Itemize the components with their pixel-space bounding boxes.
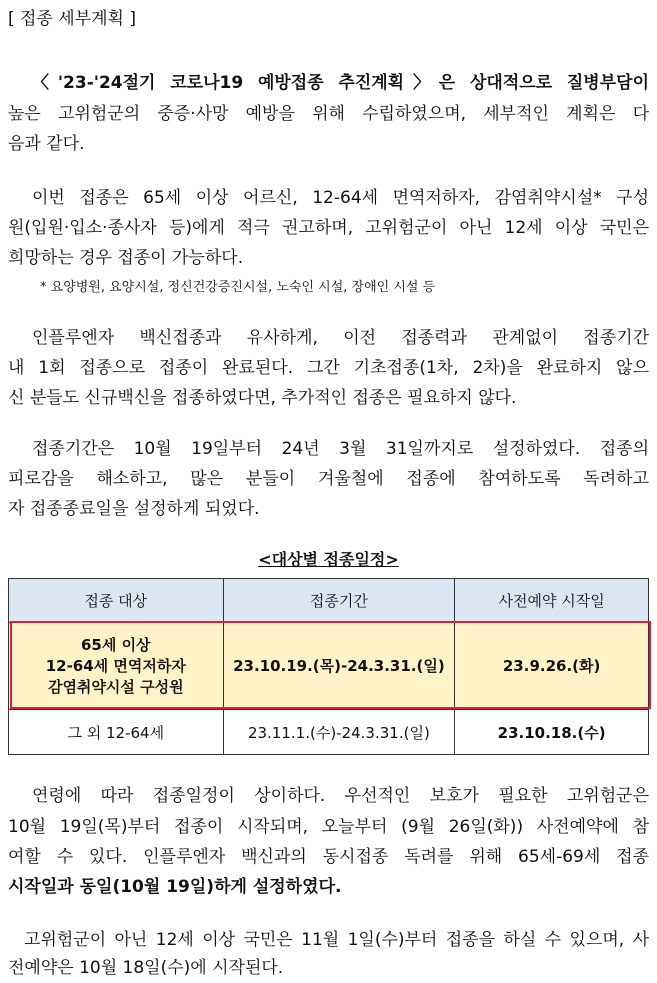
text-line: 연령에 따라 접종일정이 상이하다. 우선적인 보호가 필요한 고위험군은 (32, 786, 649, 806)
text-line: 〈'23-'24절기 코로나19 예방접종 추진계획〉은 상대적으로 질병부담이 (32, 73, 649, 93)
target-cell: 그 외 12-64세 (9, 710, 224, 755)
text-line: 신 분들도 신규백신을 접종하였다면, 추가적인 접종은 필요하지 않다. (8, 388, 517, 408)
table-row-other (9, 710, 649, 755)
period-cell: 23.11.1.(수)-24.3.31.(일) (223, 710, 455, 755)
column-header: 접종기간 (223, 579, 455, 623)
target-line: 12-64세 면역저하자 (45, 656, 186, 675)
table-header-row (9, 579, 649, 623)
text-line: 고위험군이 아닌 12세 이상 국민은 11월 1일(수)부터 접종을 하실 수 있으며, 사 (24, 930, 649, 950)
text-line: 시작일과 동일(10월 19일)하게 설정하였다. (8, 877, 342, 897)
text-line: 여할 수 있다. 인플루엔자 백신과의 동시접종 독려를 위해 65세-69세 접종 (8, 847, 649, 867)
text-line: 음과 같다. (8, 134, 85, 154)
text-line: 높은 고위험군의 중증·사망 예방을 위해 수립하였으며, 세부적인 계획은 다 (8, 104, 649, 124)
text-line: 접종기간은 10월 19일부터 24년 3월 31일까지로 설정하였다. 접종의 (32, 439, 649, 459)
text-line: 10월 19일(목)부터 접종이 시작되며, 오늘부터 (9월 26일(화)) 사전예약에 참 (8, 817, 649, 837)
section-heading: [ 접종 세부계획 ] (8, 9, 137, 29)
text-line: 내 1회 접종으로 접종이 완료된다. 그간 기초접종(1차, 2차)을 완료하지 않으 (8, 358, 649, 378)
column-header: 사전예약 시작일 (455, 579, 649, 623)
target-line: 65세 이상 (80, 635, 151, 654)
column-header: 접종 대상 (9, 579, 224, 623)
footnote: * 요양병원, 요양시설, 정신건강증진시설, 노숙인 시설, 장애인 시설 등 (40, 280, 436, 295)
text-line: 인플루엔자 백신접종과 유사하게, 이전 접종력과 관계없이 접종기간 (32, 328, 649, 348)
target-line: 감염취약시설 구성원 (47, 677, 184, 696)
reservation-cell: 23.9.26.(화) (455, 623, 649, 710)
text-line: 원(입원·입소·종사자 등)에게 적극 권고하며, 고위험군이 아닌 12세 이상 국민은 (8, 218, 649, 238)
reservation-cell: 23.10.18.(수) (455, 710, 649, 755)
period-cell: 23.10.19.(목)-24.3.31.(일) (223, 623, 455, 710)
text-line: 전예약은 10월 18일(수)에 시작된다. (8, 958, 284, 978)
highlight-box (10, 621, 651, 709)
text-line: 피로감을 해소하고, 많은 분들이 겨울철에 접종에 참여하도록 독려하고 (8, 469, 649, 489)
text-line: 이번 접종은 65세 이상 어르신, 12-64세 면역저하자, 감염취약시설* 구성 (32, 188, 649, 208)
text-line: 자 접종종료일을 설정하게 되었다. (8, 499, 260, 519)
table-caption: <대상별 접종일정> (258, 550, 399, 569)
text-line: 희망하는 경우 접종이 가능하다. (8, 248, 244, 268)
